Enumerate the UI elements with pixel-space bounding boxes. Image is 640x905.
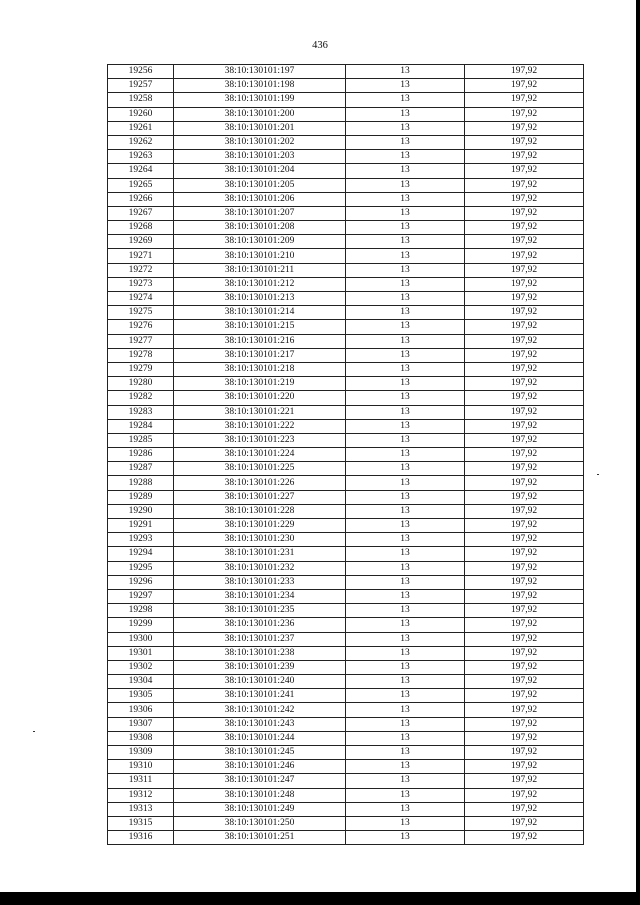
record-number-cell: 19301 xyxy=(108,646,174,660)
record-number-cell: 19305 xyxy=(108,689,174,703)
table-row xyxy=(108,65,584,79)
area-cell: 197,92 xyxy=(465,816,584,830)
record-number-cell: 19286 xyxy=(108,448,174,462)
area-cell: 197,92 xyxy=(465,760,584,774)
count-cell: 13 xyxy=(346,604,465,618)
area-cell: 197,92 xyxy=(465,504,584,518)
record-number-cell: 19288 xyxy=(108,476,174,490)
cadastral-number-cell: 38:10:130101:198 xyxy=(174,79,346,93)
cadastral-number-cell: 38:10:130101:247 xyxy=(174,774,346,788)
cadastral-number-cell: 38:10:130101:201 xyxy=(174,121,346,135)
count-cell: 13 xyxy=(346,462,465,476)
area-cell: 197,92 xyxy=(465,519,584,533)
cadastral-number-cell: 38:10:130101:243 xyxy=(174,717,346,731)
table-row xyxy=(108,760,584,774)
area-cell: 197,92 xyxy=(465,746,584,760)
table-row xyxy=(108,93,584,107)
record-number-cell: 19277 xyxy=(108,334,174,348)
record-number-cell: 19263 xyxy=(108,150,174,164)
count-cell: 13 xyxy=(346,235,465,249)
area-cell: 197,92 xyxy=(465,164,584,178)
area-cell: 197,92 xyxy=(465,150,584,164)
table-row xyxy=(108,121,584,135)
count-cell: 13 xyxy=(346,292,465,306)
cadastral-number-cell: 38:10:130101:232 xyxy=(174,561,346,575)
table-row xyxy=(108,419,584,433)
table-row xyxy=(108,164,584,178)
count-cell: 13 xyxy=(346,689,465,703)
record-number-cell: 19306 xyxy=(108,703,174,717)
table-row xyxy=(108,150,584,164)
cadastral-number-cell: 38:10:130101:236 xyxy=(174,618,346,632)
table-row xyxy=(108,689,584,703)
area-cell: 197,92 xyxy=(465,121,584,135)
table-row xyxy=(108,192,584,206)
area-cell: 197,92 xyxy=(465,490,584,504)
record-number-cell: 19294 xyxy=(108,547,174,561)
table-row xyxy=(108,675,584,689)
record-number-cell: 19315 xyxy=(108,816,174,830)
record-number-cell: 19313 xyxy=(108,802,174,816)
record-number-cell: 19268 xyxy=(108,221,174,235)
area-cell: 197,92 xyxy=(465,448,584,462)
table-row xyxy=(108,632,584,646)
area-cell: 197,92 xyxy=(465,774,584,788)
count-cell: 13 xyxy=(346,788,465,802)
count-cell: 13 xyxy=(346,831,465,845)
table-row xyxy=(108,746,584,760)
record-number-cell: 19257 xyxy=(108,79,174,93)
table-row xyxy=(108,802,584,816)
area-cell: 197,92 xyxy=(465,377,584,391)
cadastral-number-cell: 38:10:130101:207 xyxy=(174,206,346,220)
count-cell: 13 xyxy=(346,178,465,192)
record-number-cell: 19267 xyxy=(108,206,174,220)
cadastral-number-cell: 38:10:130101:199 xyxy=(174,93,346,107)
count-cell: 13 xyxy=(346,377,465,391)
area-cell: 197,92 xyxy=(465,802,584,816)
record-number-cell: 19269 xyxy=(108,235,174,249)
count-cell: 13 xyxy=(346,519,465,533)
area-cell: 197,92 xyxy=(465,476,584,490)
cadastral-number-cell: 38:10:130101:219 xyxy=(174,377,346,391)
cadastral-number-cell: 38:10:130101:242 xyxy=(174,703,346,717)
cadastral-number-cell: 38:10:130101:213 xyxy=(174,292,346,306)
table-row xyxy=(108,533,584,547)
area-cell: 197,92 xyxy=(465,135,584,149)
count-cell: 13 xyxy=(346,632,465,646)
table-row xyxy=(108,405,584,419)
cadastral-number-cell: 38:10:130101:244 xyxy=(174,731,346,745)
count-cell: 13 xyxy=(346,348,465,362)
record-number-cell: 19265 xyxy=(108,178,174,192)
table-row xyxy=(108,206,584,220)
area-cell: 197,92 xyxy=(465,433,584,447)
cadastral-number-cell: 38:10:130101:222 xyxy=(174,419,346,433)
table-row xyxy=(108,604,584,618)
count-cell: 13 xyxy=(346,433,465,447)
table-row xyxy=(108,589,584,603)
cadastral-number-cell: 38:10:130101:234 xyxy=(174,589,346,603)
table-row xyxy=(108,448,584,462)
cadastral-number-cell: 38:10:130101:239 xyxy=(174,660,346,674)
table-row xyxy=(108,277,584,291)
area-cell: 197,92 xyxy=(465,405,584,419)
cadastral-number-cell: 38:10:130101:233 xyxy=(174,575,346,589)
count-cell: 13 xyxy=(346,618,465,632)
cadastral-number-cell: 38:10:130101:241 xyxy=(174,689,346,703)
table-row xyxy=(108,717,584,731)
area-cell: 197,92 xyxy=(465,632,584,646)
record-number-cell: 19312 xyxy=(108,788,174,802)
count-cell: 13 xyxy=(346,675,465,689)
record-number-cell: 19298 xyxy=(108,604,174,618)
area-cell: 197,92 xyxy=(465,206,584,220)
area-cell: 197,92 xyxy=(465,689,584,703)
count-cell: 13 xyxy=(346,561,465,575)
table-row xyxy=(108,334,584,348)
cadastral-number-cell: 38:10:130101:216 xyxy=(174,334,346,348)
cadastral-number-cell: 38:10:130101:200 xyxy=(174,107,346,121)
count-cell: 13 xyxy=(346,135,465,149)
count-cell: 13 xyxy=(346,731,465,745)
record-number-cell: 19276 xyxy=(108,320,174,334)
record-number-cell: 19266 xyxy=(108,192,174,206)
registry-table xyxy=(107,64,584,845)
area-cell: 197,92 xyxy=(465,306,584,320)
count-cell: 13 xyxy=(346,802,465,816)
table-row xyxy=(108,618,584,632)
cadastral-number-cell: 38:10:130101:245 xyxy=(174,746,346,760)
record-number-cell: 19300 xyxy=(108,632,174,646)
record-number-cell: 19271 xyxy=(108,249,174,263)
cadastral-number-cell: 38:10:130101:220 xyxy=(174,391,346,405)
table-row xyxy=(108,462,584,476)
count-cell: 13 xyxy=(346,746,465,760)
count-cell: 13 xyxy=(346,263,465,277)
table-row xyxy=(108,391,584,405)
record-number-cell: 19275 xyxy=(108,306,174,320)
count-cell: 13 xyxy=(346,320,465,334)
cadastral-number-cell: 38:10:130101:240 xyxy=(174,675,346,689)
count-cell: 13 xyxy=(346,221,465,235)
area-cell: 197,92 xyxy=(465,320,584,334)
table-row xyxy=(108,504,584,518)
count-cell: 13 xyxy=(346,150,465,164)
record-number-cell: 19311 xyxy=(108,774,174,788)
area-cell: 197,92 xyxy=(465,348,584,362)
record-number-cell: 19297 xyxy=(108,589,174,603)
table-row xyxy=(108,79,584,93)
area-cell: 197,92 xyxy=(465,419,584,433)
table-row xyxy=(108,249,584,263)
table-row xyxy=(108,490,584,504)
area-cell: 197,92 xyxy=(465,462,584,476)
table-row xyxy=(108,816,584,830)
table-row xyxy=(108,107,584,121)
count-cell: 13 xyxy=(346,774,465,788)
area-cell: 197,92 xyxy=(465,561,584,575)
record-number-cell: 19310 xyxy=(108,760,174,774)
cadastral-number-cell: 38:10:130101:208 xyxy=(174,221,346,235)
area-cell: 197,92 xyxy=(465,547,584,561)
cadastral-number-cell: 38:10:130101:218 xyxy=(174,362,346,376)
area-cell: 197,92 xyxy=(465,675,584,689)
count-cell: 13 xyxy=(346,547,465,561)
table-row xyxy=(108,292,584,306)
table-row xyxy=(108,320,584,334)
table-row xyxy=(108,660,584,674)
record-number-cell: 19287 xyxy=(108,462,174,476)
cadastral-number-cell: 38:10:130101:205 xyxy=(174,178,346,192)
count-cell: 13 xyxy=(346,107,465,121)
area-cell: 197,92 xyxy=(465,65,584,79)
table-row xyxy=(108,519,584,533)
cadastral-number-cell: 38:10:130101:228 xyxy=(174,504,346,518)
count-cell: 13 xyxy=(346,533,465,547)
count-cell: 13 xyxy=(346,504,465,518)
count-cell: 13 xyxy=(346,206,465,220)
record-number-cell: 19264 xyxy=(108,164,174,178)
cadastral-number-cell: 38:10:130101:251 xyxy=(174,831,346,845)
table-row xyxy=(108,221,584,235)
table-row xyxy=(108,646,584,660)
count-cell: 13 xyxy=(346,79,465,93)
area-cell: 197,92 xyxy=(465,533,584,547)
area-cell: 197,92 xyxy=(465,79,584,93)
count-cell: 13 xyxy=(346,476,465,490)
scan-border-bottom xyxy=(0,892,640,905)
record-number-cell: 19279 xyxy=(108,362,174,376)
table-row xyxy=(108,433,584,447)
record-number-cell: 19289 xyxy=(108,490,174,504)
count-cell: 13 xyxy=(346,277,465,291)
record-number-cell: 19283 xyxy=(108,405,174,419)
table-row xyxy=(108,547,584,561)
record-number-cell: 19256 xyxy=(108,65,174,79)
count-cell: 13 xyxy=(346,660,465,674)
count-cell: 13 xyxy=(346,490,465,504)
area-cell: 197,92 xyxy=(465,604,584,618)
table-row xyxy=(108,703,584,717)
area-cell: 197,92 xyxy=(465,589,584,603)
record-number-cell: 19295 xyxy=(108,561,174,575)
cadastral-number-cell: 38:10:130101:246 xyxy=(174,760,346,774)
table-row xyxy=(108,575,584,589)
cadastral-number-cell: 38:10:130101:209 xyxy=(174,235,346,249)
cadastral-number-cell: 38:10:130101:225 xyxy=(174,462,346,476)
record-number-cell: 19299 xyxy=(108,618,174,632)
area-cell: 197,92 xyxy=(465,93,584,107)
area-cell: 197,92 xyxy=(465,618,584,632)
area-cell: 197,92 xyxy=(465,575,584,589)
cadastral-number-cell: 38:10:130101:249 xyxy=(174,802,346,816)
area-cell: 197,92 xyxy=(465,391,584,405)
count-cell: 13 xyxy=(346,93,465,107)
table-row xyxy=(108,561,584,575)
scan-speck xyxy=(33,731,35,732)
cadastral-number-cell: 38:10:130101:203 xyxy=(174,150,346,164)
record-number-cell: 19291 xyxy=(108,519,174,533)
record-number-cell: 19304 xyxy=(108,675,174,689)
record-number-cell: 19262 xyxy=(108,135,174,149)
count-cell: 13 xyxy=(346,760,465,774)
area-cell: 197,92 xyxy=(465,221,584,235)
cadastral-number-cell: 38:10:130101:226 xyxy=(174,476,346,490)
cadastral-number-cell: 38:10:130101:204 xyxy=(174,164,346,178)
count-cell: 13 xyxy=(346,334,465,348)
record-number-cell: 19284 xyxy=(108,419,174,433)
table-row xyxy=(108,263,584,277)
cadastral-number-cell: 38:10:130101:217 xyxy=(174,348,346,362)
count-cell: 13 xyxy=(346,575,465,589)
record-number-cell: 19282 xyxy=(108,391,174,405)
record-number-cell: 19274 xyxy=(108,292,174,306)
record-number-cell: 19261 xyxy=(108,121,174,135)
count-cell: 13 xyxy=(346,405,465,419)
cadastral-number-cell: 38:10:130101:250 xyxy=(174,816,346,830)
area-cell: 197,92 xyxy=(465,334,584,348)
cadastral-number-cell: 38:10:130101:237 xyxy=(174,632,346,646)
cadastral-number-cell: 38:10:130101:210 xyxy=(174,249,346,263)
count-cell: 13 xyxy=(346,121,465,135)
area-cell: 197,92 xyxy=(465,660,584,674)
record-number-cell: 19296 xyxy=(108,575,174,589)
table-row xyxy=(108,377,584,391)
table-row xyxy=(108,348,584,362)
cadastral-number-cell: 38:10:130101:227 xyxy=(174,490,346,504)
record-number-cell: 19278 xyxy=(108,348,174,362)
cadastral-number-cell: 38:10:130101:206 xyxy=(174,192,346,206)
cadastral-number-cell: 38:10:130101:223 xyxy=(174,433,346,447)
area-cell: 197,92 xyxy=(465,235,584,249)
table-row xyxy=(108,476,584,490)
record-number-cell: 19272 xyxy=(108,263,174,277)
table-row xyxy=(108,362,584,376)
count-cell: 13 xyxy=(346,362,465,376)
cadastral-number-cell: 38:10:130101:230 xyxy=(174,533,346,547)
record-number-cell: 19273 xyxy=(108,277,174,291)
area-cell: 197,92 xyxy=(465,107,584,121)
area-cell: 197,92 xyxy=(465,788,584,802)
count-cell: 13 xyxy=(346,306,465,320)
count-cell: 13 xyxy=(346,717,465,731)
area-cell: 197,92 xyxy=(465,703,584,717)
record-number-cell: 19280 xyxy=(108,377,174,391)
cadastral-number-cell: 38:10:130101:197 xyxy=(174,65,346,79)
record-number-cell: 19316 xyxy=(108,831,174,845)
record-number-cell: 19302 xyxy=(108,660,174,674)
count-cell: 13 xyxy=(346,816,465,830)
area-cell: 197,92 xyxy=(465,249,584,263)
area-cell: 197,92 xyxy=(465,192,584,206)
cadastral-number-cell: 38:10:130101:224 xyxy=(174,448,346,462)
cadastral-number-cell: 38:10:130101:248 xyxy=(174,788,346,802)
scan-speck xyxy=(597,474,599,475)
cadastral-number-cell: 38:10:130101:211 xyxy=(174,263,346,277)
area-cell: 197,92 xyxy=(465,263,584,277)
table-row xyxy=(108,774,584,788)
cadastral-number-cell: 38:10:130101:212 xyxy=(174,277,346,291)
area-cell: 197,92 xyxy=(465,731,584,745)
count-cell: 13 xyxy=(346,192,465,206)
record-number-cell: 19290 xyxy=(108,504,174,518)
area-cell: 197,92 xyxy=(465,831,584,845)
cadastral-number-cell: 38:10:130101:235 xyxy=(174,604,346,618)
cadastral-number-cell: 38:10:130101:221 xyxy=(174,405,346,419)
count-cell: 13 xyxy=(346,391,465,405)
table-row xyxy=(108,788,584,802)
area-cell: 197,92 xyxy=(465,277,584,291)
cadastral-number-cell: 38:10:130101:214 xyxy=(174,306,346,320)
count-cell: 13 xyxy=(346,646,465,660)
table-row xyxy=(108,731,584,745)
cadastral-number-cell: 38:10:130101:202 xyxy=(174,135,346,149)
page-number: 436 xyxy=(312,40,328,51)
cadastral-number-cell: 38:10:130101:229 xyxy=(174,519,346,533)
cadastral-number-cell: 38:10:130101:238 xyxy=(174,646,346,660)
area-cell: 197,92 xyxy=(465,717,584,731)
count-cell: 13 xyxy=(346,249,465,263)
table-row xyxy=(108,235,584,249)
count-cell: 13 xyxy=(346,419,465,433)
record-number-cell: 19260 xyxy=(108,107,174,121)
scan-border-right xyxy=(636,0,640,905)
area-cell: 197,92 xyxy=(465,292,584,306)
cadastral-number-cell: 38:10:130101:215 xyxy=(174,320,346,334)
record-number-cell: 19308 xyxy=(108,731,174,745)
area-cell: 197,92 xyxy=(465,178,584,192)
count-cell: 13 xyxy=(346,164,465,178)
table-row xyxy=(108,306,584,320)
table-row xyxy=(108,831,584,845)
table-row xyxy=(108,135,584,149)
count-cell: 13 xyxy=(346,448,465,462)
count-cell: 13 xyxy=(346,589,465,603)
record-number-cell: 19285 xyxy=(108,433,174,447)
record-number-cell: 19309 xyxy=(108,746,174,760)
record-number-cell: 19307 xyxy=(108,717,174,731)
record-number-cell: 19293 xyxy=(108,533,174,547)
area-cell: 197,92 xyxy=(465,646,584,660)
registry-table-body xyxy=(108,65,584,845)
count-cell: 13 xyxy=(346,65,465,79)
table-row xyxy=(108,178,584,192)
cadastral-number-cell: 38:10:130101:231 xyxy=(174,547,346,561)
record-number-cell: 19258 xyxy=(108,93,174,107)
count-cell: 13 xyxy=(346,703,465,717)
area-cell: 197,92 xyxy=(465,362,584,376)
